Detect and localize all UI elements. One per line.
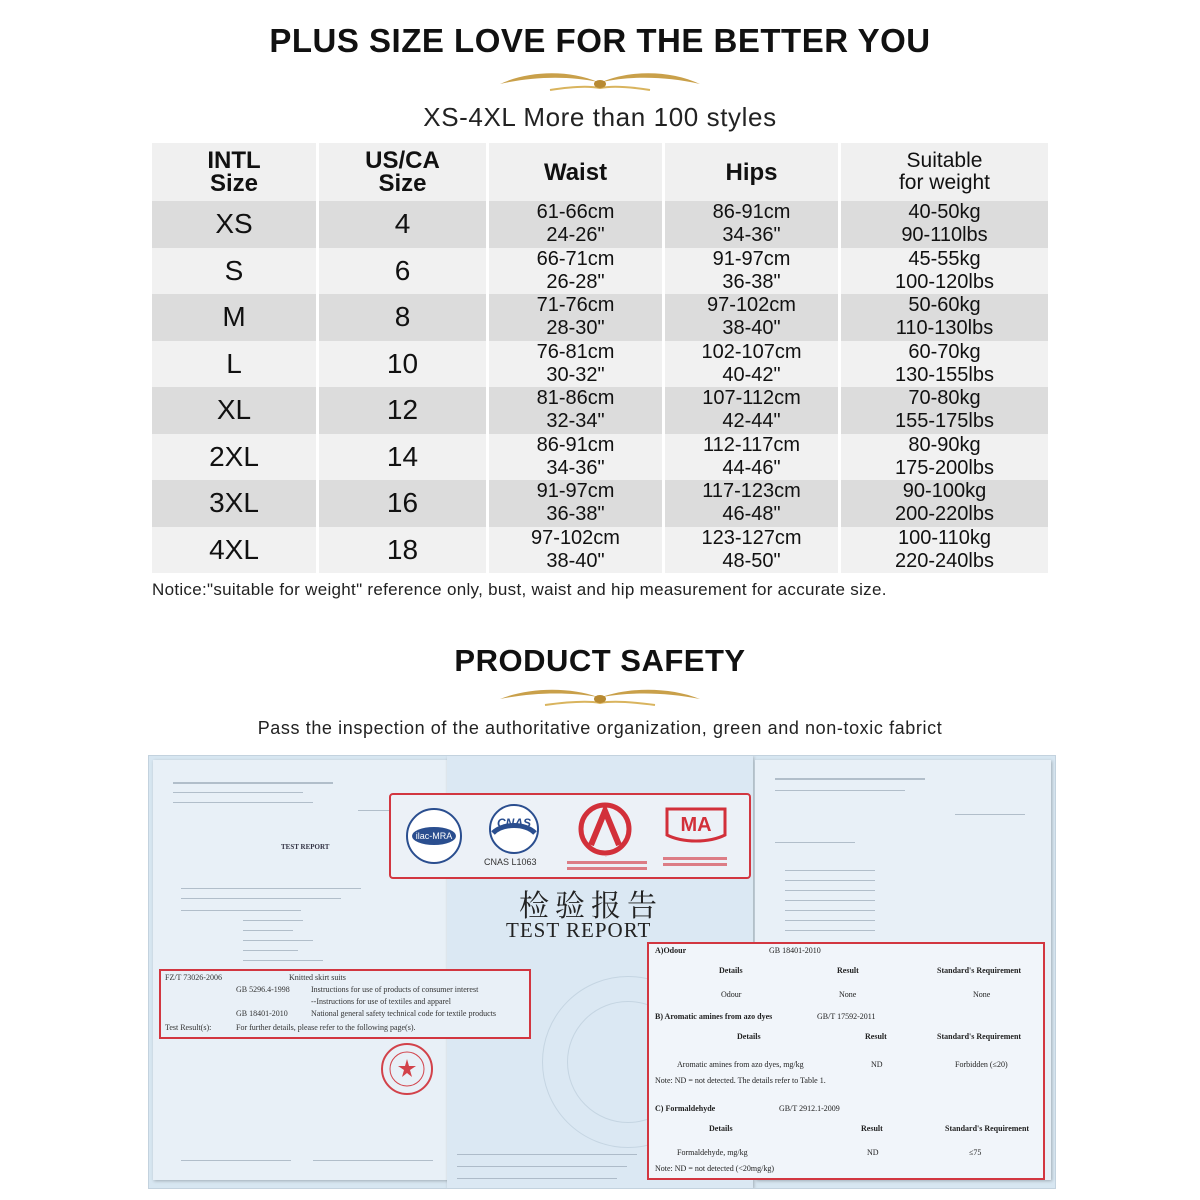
product-safety-title: PRODUCT SAFETY bbox=[454, 643, 746, 678]
header-weight: Suitable for weight bbox=[898, 149, 991, 194]
report-title-english: TEST REPORT bbox=[506, 918, 652, 942]
waist-cell: 76-81cm 30-32" bbox=[489, 341, 665, 388]
intl-size-cell: 3XL bbox=[152, 480, 319, 527]
intl-size-cell: 4XL bbox=[152, 527, 319, 574]
header-waist: Waist bbox=[489, 143, 665, 201]
hips-cell: 123-127cm 48-50" bbox=[665, 527, 841, 574]
size-chart-table bbox=[152, 143, 1048, 573]
waist-cell: 97-102cm 38-40" bbox=[489, 527, 665, 574]
hips-cell: 97-102cm 38-40" bbox=[665, 294, 841, 341]
table-row bbox=[152, 341, 1048, 388]
us-size-cell: 16 bbox=[319, 480, 489, 527]
us-size-cell: 6 bbox=[319, 248, 489, 295]
waist-cell: 66-71cm 26-28" bbox=[489, 248, 665, 295]
hips-cell: 102-107cm 40-42" bbox=[665, 341, 841, 388]
weight-cell: 90-100kg 200-220lbs bbox=[895, 480, 994, 526]
svg-text:CNAS: CNAS bbox=[496, 816, 532, 830]
us-size-cell: 10 bbox=[319, 341, 489, 388]
weight-cell: 40-50kg 90-110lbs bbox=[901, 201, 988, 247]
hips-cell: 107-112cm 42-44" bbox=[665, 387, 841, 434]
us-size-cell: 18 bbox=[319, 527, 489, 574]
table-row bbox=[152, 294, 1048, 341]
table-body bbox=[152, 201, 1048, 573]
waist-cell: 71-76cm 28-30" bbox=[489, 294, 665, 341]
cnas-icon bbox=[483, 803, 545, 855]
waist-cell: 86-91cm 34-36" bbox=[489, 434, 665, 481]
table-row bbox=[152, 434, 1048, 481]
cma-icon bbox=[663, 805, 729, 849]
us-size-cell: 4 bbox=[319, 201, 489, 248]
table-row bbox=[152, 480, 1048, 527]
weight-cell: 80-90kg 175-200lbs bbox=[895, 433, 994, 479]
test-report-image bbox=[148, 755, 1056, 1189]
gold-flourish-ornament bbox=[490, 66, 710, 96]
waist-cell: 61-66cm 24-26" bbox=[489, 201, 665, 248]
table-row bbox=[152, 248, 1048, 295]
cnas-caption: CNAS L1063 bbox=[484, 857, 537, 867]
intl-size-cell: 2XL bbox=[152, 434, 319, 481]
hips-cell: 117-123cm 46-48" bbox=[665, 480, 841, 527]
us-size-cell: 8 bbox=[319, 294, 489, 341]
size-chart-title: PLUS SIZE LOVE FOR THE BETTER YOU bbox=[269, 22, 931, 59]
red-seal-stamp bbox=[381, 1043, 433, 1095]
waist-cell: 81-86cm 32-34" bbox=[489, 387, 665, 434]
header-hips: Hips bbox=[665, 143, 841, 201]
svg-text:MA: MA bbox=[680, 814, 712, 836]
accreditation-logos-box bbox=[389, 793, 751, 879]
hips-cell: 86-91cm 34-36" bbox=[665, 201, 841, 248]
size-range-subtitle: XS-4XL More than 100 styles bbox=[423, 102, 777, 132]
us-size-cell: 12 bbox=[319, 387, 489, 434]
report-title-chinese: 检验报告 bbox=[519, 889, 663, 924]
waist-cell: 91-97cm 36-38" bbox=[489, 480, 665, 527]
us-size-cell: 14 bbox=[319, 434, 489, 481]
header-us-size: US/CA Size bbox=[319, 143, 489, 201]
weight-cell: 60-70kg 130-155lbs bbox=[895, 340, 994, 386]
hips-cell: 112-117cm 44-46" bbox=[665, 434, 841, 481]
gold-flourish-ornament bbox=[490, 683, 710, 713]
intl-size-cell: S bbox=[152, 248, 319, 295]
weight-cell: 45-55kg 100-120lbs bbox=[895, 247, 994, 293]
test-results-box: A)Odour GB 18401-2010 Details Result Standard's Requirement Odour None None B) Aromatic amines from azo dyes GB/T 17592-2011 Details Result Standard's Requirement Aromatic amines from azo dyes, mg/kg ND Forbidden (≤20) Note: ND = not detected. The details refer to Table 1. C) Formaldehyde GB/T 2912.1-2009 Details Result Standard's Requirement Formaldehyde, mg/kg ND ≤75 Note: ND = not detected (<20mg/kg) bbox=[647, 942, 1045, 1180]
weight-cell: 70-80kg 155-175lbs bbox=[895, 387, 994, 433]
size-notice: Notice:"suitable for weight" reference only, bust, waist and hip measurement for accurate size. bbox=[152, 580, 887, 599]
intl-size-cell: XL bbox=[152, 387, 319, 434]
table-header-row bbox=[152, 143, 1048, 201]
report-heading: TEST REPORT bbox=[281, 843, 330, 851]
safety-subtitle: Pass the inspection of the authoritative organization, green and non-toxic fabrict bbox=[257, 718, 943, 738]
ilac-mra-icon bbox=[405, 807, 463, 865]
header-intl-size: INTL Size bbox=[152, 143, 319, 201]
table-row bbox=[152, 201, 1048, 248]
svg-text:ilac-MRA: ilac-MRA bbox=[415, 831, 453, 841]
weight-cell: 100-110kg 220-240lbs bbox=[895, 526, 994, 572]
cal-icon bbox=[573, 801, 637, 859]
table-row bbox=[152, 387, 1048, 434]
intl-size-cell: M bbox=[152, 294, 319, 341]
standards-box: FZ/T 73026-2006 Knitted skirt suits GB 5296.4-1998 Instructions for use of products of consumer interest --Instructions for use of textiles and apparel GB 18401-2010 National general safety technical code for textile products Test Result(s): For further details, please refer to the following page(s). bbox=[159, 969, 531, 1039]
hips-cell: 91-97cm 36-38" bbox=[665, 248, 841, 295]
intl-size-cell: XS bbox=[152, 201, 319, 248]
svg-text:CAL: CAL bbox=[605, 857, 607, 858]
weight-cell: 50-60kg 110-130lbs bbox=[895, 294, 994, 340]
intl-size-cell: L bbox=[152, 341, 319, 388]
table-row bbox=[152, 527, 1048, 574]
